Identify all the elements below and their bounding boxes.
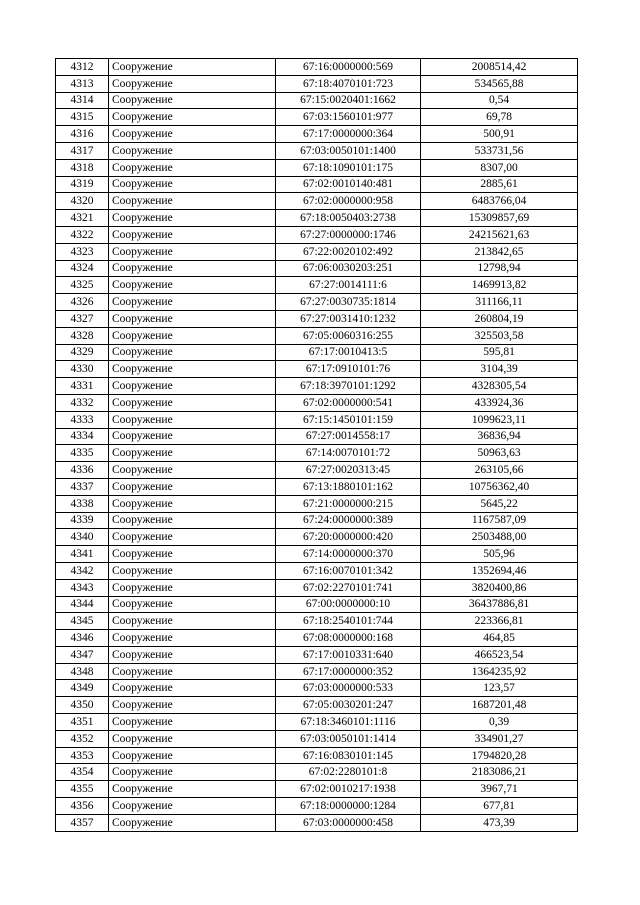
row-number-cell: 4340 xyxy=(56,529,109,546)
table-row xyxy=(56,814,578,831)
table-row xyxy=(56,394,578,411)
table-row xyxy=(56,344,578,361)
cadastral-number-cell: 67:17:0000000:364 xyxy=(276,126,421,143)
cadastral-number-cell: 67:02:0010217:1938 xyxy=(276,781,421,798)
cadastral-number-cell: 67:27:0031410:1232 xyxy=(276,310,421,327)
table-row xyxy=(56,512,578,529)
table-row xyxy=(56,714,578,731)
object-type-cell: Сооружение xyxy=(109,798,276,815)
cadastral-value-cell: 534565,88 xyxy=(421,75,578,92)
table-row xyxy=(56,327,578,344)
table-row xyxy=(56,310,578,327)
cadastral-value-cell: 500,91 xyxy=(421,126,578,143)
object-type-cell: Сооружение xyxy=(109,697,276,714)
table-row xyxy=(56,697,578,714)
table-row xyxy=(56,462,578,479)
row-number-cell: 4331 xyxy=(56,378,109,395)
table-row xyxy=(56,260,578,277)
object-type-cell: Сооружение xyxy=(109,109,276,126)
cadastral-value-cell: 12798,94 xyxy=(421,260,578,277)
row-number-cell: 4315 xyxy=(56,109,109,126)
object-type-cell: Сооружение xyxy=(109,75,276,92)
table-row xyxy=(56,680,578,697)
row-number-cell: 4318 xyxy=(56,159,109,176)
cadastral-number-cell: 67:03:1560101:977 xyxy=(276,109,421,126)
cadastral-number-cell: 67:15:0020401:1662 xyxy=(276,92,421,109)
cadastral-value-cell: 260804,19 xyxy=(421,310,578,327)
object-type-cell: Сооружение xyxy=(109,243,276,260)
table-row xyxy=(56,361,578,378)
object-type-cell: Сооружение xyxy=(109,193,276,210)
cadastral-value-cell: 533731,56 xyxy=(421,142,578,159)
object-type-cell: Сооружение xyxy=(109,747,276,764)
cadastral-value-cell: 36437886,81 xyxy=(421,596,578,613)
cadastral-value-cell: 3820400,86 xyxy=(421,579,578,596)
cadastral-value-cell: 1469913,82 xyxy=(421,277,578,294)
row-number-cell: 4338 xyxy=(56,495,109,512)
cadastral-value-cell: 24215621,63 xyxy=(421,226,578,243)
cadastral-number-cell: 67:13:1880101:162 xyxy=(276,478,421,495)
table-row xyxy=(56,142,578,159)
row-number-cell: 4332 xyxy=(56,394,109,411)
table-row xyxy=(56,546,578,563)
table-row xyxy=(56,781,578,798)
table-row xyxy=(56,109,578,126)
table-row xyxy=(56,613,578,630)
row-number-cell: 4353 xyxy=(56,747,109,764)
cadastral-number-cell: 67:21:0000000:215 xyxy=(276,495,421,512)
cadastral-number-cell: 67:17:0010331:640 xyxy=(276,646,421,663)
row-number-cell: 4355 xyxy=(56,781,109,798)
object-type-cell: Сооружение xyxy=(109,92,276,109)
cadastral-number-cell: 67:20:0000000:420 xyxy=(276,529,421,546)
cadastral-value-cell: 334901,27 xyxy=(421,730,578,747)
object-type-cell: Сооружение xyxy=(109,814,276,831)
cadastral-value-cell: 677,81 xyxy=(421,798,578,815)
cadastral-number-cell: 67:18:1090101:175 xyxy=(276,159,421,176)
row-number-cell: 4313 xyxy=(56,75,109,92)
object-type-cell: Сооружение xyxy=(109,495,276,512)
cadastral-value-cell: 595,81 xyxy=(421,344,578,361)
cadastral-value-cell: 433924,36 xyxy=(421,394,578,411)
cadastral-value-cell: 69,78 xyxy=(421,109,578,126)
cadastral-value-cell: 1352694,46 xyxy=(421,562,578,579)
cadastral-number-cell: 67:14:0000000:370 xyxy=(276,546,421,563)
cadastral-number-cell: 67:05:0060316:255 xyxy=(276,327,421,344)
object-type-cell: Сооружение xyxy=(109,344,276,361)
table-row xyxy=(56,495,578,512)
object-type-cell: Сооружение xyxy=(109,680,276,697)
cadastral-number-cell: 67:22:0020102:492 xyxy=(276,243,421,260)
cadastral-value-cell: 15309857,69 xyxy=(421,210,578,227)
cadastral-number-cell: 67:18:3970101:1292 xyxy=(276,378,421,395)
row-number-cell: 4335 xyxy=(56,445,109,462)
row-number-cell: 4330 xyxy=(56,361,109,378)
table-row xyxy=(56,663,578,680)
cadastral-value-cell: 464,85 xyxy=(421,630,578,647)
cadastral-number-cell: 67:08:0000000:168 xyxy=(276,630,421,647)
cadastral-value-cell: 1167587,09 xyxy=(421,512,578,529)
row-number-cell: 4325 xyxy=(56,277,109,294)
cadastral-number-cell: 67:02:0000000:541 xyxy=(276,394,421,411)
row-number-cell: 4319 xyxy=(56,176,109,193)
cadastral-number-cell: 67:27:0020313:45 xyxy=(276,462,421,479)
cadastral-value-cell: 0,39 xyxy=(421,714,578,731)
cadastral-value-cell: 473,39 xyxy=(421,814,578,831)
cadastral-value-cell: 123,57 xyxy=(421,680,578,697)
object-type-cell: Сооружение xyxy=(109,327,276,344)
object-type-cell: Сооружение xyxy=(109,730,276,747)
cadastral-number-cell: 67:03:0050101:1414 xyxy=(276,730,421,747)
cadastral-number-cell: 67:27:0030735:1814 xyxy=(276,294,421,311)
cadastral-value-cell: 6483766,04 xyxy=(421,193,578,210)
table-body xyxy=(56,59,578,832)
row-number-cell: 4348 xyxy=(56,663,109,680)
cadastral-value-cell: 1364235,92 xyxy=(421,663,578,680)
object-type-cell: Сооружение xyxy=(109,596,276,613)
cadastral-number-cell: 67:03:0000000:533 xyxy=(276,680,421,697)
object-type-cell: Сооружение xyxy=(109,764,276,781)
row-number-cell: 4316 xyxy=(56,126,109,143)
row-number-cell: 4323 xyxy=(56,243,109,260)
cadastral-number-cell: 67:02:0010140:481 xyxy=(276,176,421,193)
object-type-cell: Сооружение xyxy=(109,378,276,395)
cadastral-value-cell: 4328305,54 xyxy=(421,378,578,395)
row-number-cell: 4339 xyxy=(56,512,109,529)
row-number-cell: 4328 xyxy=(56,327,109,344)
cadastral-number-cell: 67:18:2540101:744 xyxy=(276,613,421,630)
cadastral-number-cell: 67:02:0000000:958 xyxy=(276,193,421,210)
cadastral-number-cell: 67:02:2280101:8 xyxy=(276,764,421,781)
row-number-cell: 4322 xyxy=(56,226,109,243)
row-number-cell: 4345 xyxy=(56,613,109,630)
table-row xyxy=(56,445,578,462)
table-row xyxy=(56,730,578,747)
row-number-cell: 4326 xyxy=(56,294,109,311)
row-number-cell: 4342 xyxy=(56,562,109,579)
row-number-cell: 4354 xyxy=(56,764,109,781)
table-row xyxy=(56,378,578,395)
object-type-cell: Сооружение xyxy=(109,294,276,311)
row-number-cell: 4343 xyxy=(56,579,109,596)
row-number-cell: 4320 xyxy=(56,193,109,210)
cadastral-value-cell: 1099623,11 xyxy=(421,411,578,428)
table-row xyxy=(56,428,578,445)
table-row xyxy=(56,630,578,647)
cadastral-value-cell: 10756362,40 xyxy=(421,478,578,495)
object-type-cell: Сооружение xyxy=(109,428,276,445)
table-row xyxy=(56,579,578,596)
row-number-cell: 4356 xyxy=(56,798,109,815)
object-type-cell: Сооружение xyxy=(109,714,276,731)
object-type-cell: Сооружение xyxy=(109,210,276,227)
cadastral-value-cell: 5645,22 xyxy=(421,495,578,512)
object-type-cell: Сооружение xyxy=(109,529,276,546)
table-row xyxy=(56,193,578,210)
row-number-cell: 4324 xyxy=(56,260,109,277)
table-row xyxy=(56,210,578,227)
row-number-cell: 4334 xyxy=(56,428,109,445)
row-number-cell: 4314 xyxy=(56,92,109,109)
cadastral-number-cell: 67:18:4070101:723 xyxy=(276,75,421,92)
object-type-cell: Сооружение xyxy=(109,546,276,563)
object-type-cell: Сооружение xyxy=(109,663,276,680)
object-type-cell: Сооружение xyxy=(109,562,276,579)
cadastral-number-cell: 67:27:0014558:17 xyxy=(276,428,421,445)
object-type-cell: Сооружение xyxy=(109,176,276,193)
row-number-cell: 4352 xyxy=(56,730,109,747)
object-type-cell: Сооружение xyxy=(109,781,276,798)
cadastral-number-cell: 67:18:0050403:2738 xyxy=(276,210,421,227)
row-number-cell: 4337 xyxy=(56,478,109,495)
cadastral-number-cell: 67:06:0030203:251 xyxy=(276,260,421,277)
object-type-cell: Сооружение xyxy=(109,277,276,294)
cadastral-number-cell: 67:00:0000000:10 xyxy=(276,596,421,613)
table-row xyxy=(56,596,578,613)
row-number-cell: 4321 xyxy=(56,210,109,227)
object-type-cell: Сооружение xyxy=(109,512,276,529)
cadastral-number-cell: 67:03:0000000:458 xyxy=(276,814,421,831)
cadastral-number-cell: 67:17:0010413:5 xyxy=(276,344,421,361)
object-type-cell: Сооружение xyxy=(109,310,276,327)
object-type-cell: Сооружение xyxy=(109,478,276,495)
object-type-cell: Сооружение xyxy=(109,646,276,663)
row-number-cell: 4349 xyxy=(56,680,109,697)
row-number-cell: 4336 xyxy=(56,462,109,479)
cadastral-number-cell: 67:03:0050101:1400 xyxy=(276,142,421,159)
cadastral-value-cell: 2008514,42 xyxy=(421,59,578,76)
table-row xyxy=(56,226,578,243)
cadastral-value-cell: 263105,66 xyxy=(421,462,578,479)
cadastral-value-cell: 1794820,28 xyxy=(421,747,578,764)
object-type-cell: Сооружение xyxy=(109,361,276,378)
cadastral-value-cell: 3967,71 xyxy=(421,781,578,798)
object-type-cell: Сооружение xyxy=(109,126,276,143)
object-type-cell: Сооружение xyxy=(109,579,276,596)
table-row xyxy=(56,59,578,76)
cadastral-number-cell: 67:16:0830101:145 xyxy=(276,747,421,764)
cadastral-number-cell: 67:27:0000000:1746 xyxy=(276,226,421,243)
row-number-cell: 4329 xyxy=(56,344,109,361)
cadastral-value-cell: 223366,81 xyxy=(421,613,578,630)
cadastral-number-cell: 67:16:0070101:342 xyxy=(276,562,421,579)
object-type-cell: Сооружение xyxy=(109,445,276,462)
row-number-cell: 4344 xyxy=(56,596,109,613)
object-type-cell: Сооружение xyxy=(109,226,276,243)
row-number-cell: 4350 xyxy=(56,697,109,714)
cadastral-number-cell: 67:27:0014111:6 xyxy=(276,277,421,294)
object-type-cell: Сооружение xyxy=(109,613,276,630)
row-number-cell: 4317 xyxy=(56,142,109,159)
object-type-cell: Сооружение xyxy=(109,59,276,76)
cadastral-value-cell: 213842,65 xyxy=(421,243,578,260)
table-row xyxy=(56,159,578,176)
table-row xyxy=(56,92,578,109)
table-row xyxy=(56,562,578,579)
object-type-cell: Сооружение xyxy=(109,411,276,428)
table-row xyxy=(56,277,578,294)
table-row xyxy=(56,798,578,815)
cadastral-value-cell: 3104,39 xyxy=(421,361,578,378)
table-row xyxy=(56,75,578,92)
cadastral-value-cell: 325503,58 xyxy=(421,327,578,344)
row-number-cell: 4351 xyxy=(56,714,109,731)
table-row xyxy=(56,126,578,143)
table-row xyxy=(56,529,578,546)
cadastral-number-cell: 67:02:2270101:741 xyxy=(276,579,421,596)
cadastral-value-table xyxy=(55,58,578,832)
cadastral-number-cell: 67:17:0000000:352 xyxy=(276,663,421,680)
cadastral-value-cell: 2183086,21 xyxy=(421,764,578,781)
cadastral-value-cell: 2885,61 xyxy=(421,176,578,193)
cadastral-number-cell: 67:05:0030201:247 xyxy=(276,697,421,714)
row-number-cell: 4357 xyxy=(56,814,109,831)
table-row xyxy=(56,411,578,428)
row-number-cell: 4333 xyxy=(56,411,109,428)
cadastral-value-cell: 2503488,00 xyxy=(421,529,578,546)
row-number-cell: 4327 xyxy=(56,310,109,327)
cadastral-number-cell: 67:15:1450101:159 xyxy=(276,411,421,428)
cadastral-value-cell: 36836,94 xyxy=(421,428,578,445)
object-type-cell: Сооружение xyxy=(109,260,276,277)
table-row xyxy=(56,747,578,764)
table-row xyxy=(56,294,578,311)
row-number-cell: 4312 xyxy=(56,59,109,76)
table-row xyxy=(56,646,578,663)
cadastral-value-cell: 0,54 xyxy=(421,92,578,109)
row-number-cell: 4347 xyxy=(56,646,109,663)
table-row xyxy=(56,764,578,781)
row-number-cell: 4346 xyxy=(56,630,109,647)
cadastral-value-cell: 311166,11 xyxy=(421,294,578,311)
row-number-cell: 4341 xyxy=(56,546,109,563)
object-type-cell: Сооружение xyxy=(109,142,276,159)
cadastral-value-cell: 8307,00 xyxy=(421,159,578,176)
cadastral-number-cell: 67:17:0910101:76 xyxy=(276,361,421,378)
cadastral-number-cell: 67:14:0070101:72 xyxy=(276,445,421,462)
cadastral-number-cell: 67:16:0000000:569 xyxy=(276,59,421,76)
table-row xyxy=(56,478,578,495)
cadastral-number-cell: 67:24:0000000:389 xyxy=(276,512,421,529)
cadastral-value-cell: 466523,54 xyxy=(421,646,578,663)
cadastral-number-cell: 67:18:3460101:1116 xyxy=(276,714,421,731)
cadastral-value-cell: 1687201,48 xyxy=(421,697,578,714)
object-type-cell: Сооружение xyxy=(109,394,276,411)
object-type-cell: Сооружение xyxy=(109,630,276,647)
object-type-cell: Сооружение xyxy=(109,462,276,479)
table-row xyxy=(56,176,578,193)
object-type-cell: Сооружение xyxy=(109,159,276,176)
table-row xyxy=(56,243,578,260)
cadastral-value-cell: 505,96 xyxy=(421,546,578,563)
cadastral-number-cell: 67:18:0000000:1284 xyxy=(276,798,421,815)
cadastral-value-cell: 50963,63 xyxy=(421,445,578,462)
